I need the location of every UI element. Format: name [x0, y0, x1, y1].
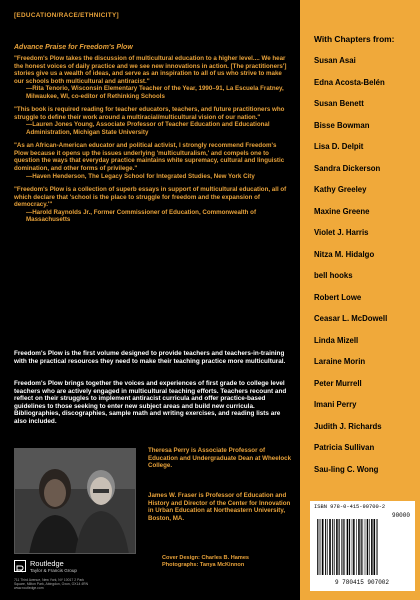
- quote-text: "As an African-American educator and political activist, I strongly recommend Freedom's Plow because it opens up the issues underlying 'multiculturalism,' and compels one to question the ways that everyday practice maintains white supremacy, cultural and linguistic domination, and other forms of privilege.": [14, 142, 285, 172]
- editor-bio-perry: Theresa Perry is Associate Professor of Education and Undergraduate Dean at Wheelock College.: [148, 447, 292, 470]
- contributor-name: Linda Mizell: [314, 335, 359, 345]
- barcode-bar: [317, 519, 318, 575]
- barcode-bar: [325, 519, 326, 575]
- editors-photo-image: [15, 449, 136, 554]
- barcode-bar: [353, 519, 355, 575]
- barcode-bar: [349, 519, 350, 575]
- contributor-name: Sandra Dickerson: [314, 163, 381, 173]
- quote-attribution: —Haven Henderson, The Legacy School for Integrated Studies, New York City: [26, 172, 255, 180]
- barcode-bar: [339, 519, 340, 575]
- barcode-bar: [361, 519, 362, 575]
- contributor-name: Ceasar L. McDowell: [314, 314, 388, 323]
- contributor-name: Nitza M. Hidalgo: [314, 249, 375, 259]
- contributor-name: bell hooks: [314, 271, 353, 280]
- contributors-heading: With Chapters from:: [314, 34, 395, 44]
- contributor-name: Edna Acosta-Belén: [314, 77, 385, 87]
- contributor-name: Bisse Bowman: [314, 120, 370, 130]
- editor-bio-fraser: James W. Fraser is Professor of Education and History and Director of the Center for Innovation in Urban Education at Northeastern University, Boston, MA.: [148, 492, 291, 522]
- barcode-bar: [327, 519, 328, 575]
- contributor-name: Kathy Greeley: [314, 185, 367, 194]
- routledge-logo-icon: [14, 560, 26, 572]
- quote-text: "Freedom's Plow is a collection of superb essays in support of multicultural education, all of which declare that 'school is the place to struggle for freedom and the expansion of democracy.'": [14, 185, 287, 209]
- contributor-name: Susan Benett: [314, 99, 364, 108]
- quote-text: "Freedom's Plow takes the discussion of multicultural education to a higher level.... We hear the honest voices of daily practice and we see new innovations in action. [The practitioners'] stories give us a wealth of ideas, and serve as an inspiration to all of us who strive to make our schools both multicultural and antiracist.": [14, 55, 287, 85]
- barcode-bar: [329, 519, 331, 575]
- barcode-bars: [316, 519, 410, 575]
- contributor-name: Imani Perry: [314, 400, 357, 409]
- barcode-bar: [322, 519, 324, 575]
- praise-quote: [14, 186, 292, 224]
- contributor-name: Judith J. Richards: [314, 421, 382, 431]
- barcode-bar: [363, 519, 364, 575]
- contributor-name: Robert Lowe: [314, 292, 362, 302]
- praise-quotes: [14, 55, 292, 230]
- barcode-bar: [341, 519, 342, 575]
- quote-attribution: —Harold Raynolds Jr., Former Commissioner of Education, Commonwealth of Massachusetts: [26, 208, 257, 224]
- book-description-body: Freedom's Plow brings together the voices and experiences of first grade to college level teachers who are actively engaged in multicultural teaching efforts. Teachers recount and reflect on their struggles to implement antiracist curricula and offer practice-based guidelines to those seeking to enter new subject areas and build new curricula. Bibliographies, discographies, sample math and writing exercises, and reading lists are also included.: [14, 380, 287, 425]
- barcode-bar: [371, 519, 373, 575]
- contributor-name: Patricia Sullivan: [314, 443, 375, 452]
- publisher-name: Routledge: [30, 559, 64, 568]
- barcode-bar: [369, 519, 370, 575]
- barcode-bar: [321, 519, 322, 575]
- editors-photo: [14, 448, 136, 554]
- barcode-bar: [334, 519, 335, 575]
- barcode-number: 9 780415 907002: [334, 579, 389, 586]
- book-description-intro: Freedom's Plow is the first volume designed to provide teachers and teachers-in-training with the practical resources they need to make their teaching practice more multicultural.: [14, 350, 286, 365]
- advance-praise-heading: Advance Praise for Freedom's Plow: [14, 44, 133, 51]
- barcode-bar: [365, 519, 366, 575]
- barcode-bar: [377, 519, 378, 575]
- category-tag: [EDUCATION/RACE/ETHNICITY]: [14, 12, 119, 19]
- contributor-name: Maxine Greene: [314, 206, 370, 216]
- cover-credits: [162, 555, 249, 569]
- praise-quote: [14, 142, 292, 180]
- barcode-bar: [367, 519, 369, 575]
- barcode-bar: [336, 519, 338, 575]
- barcode-bar: [347, 519, 349, 575]
- contributor-name: Susan Asai: [314, 56, 356, 65]
- quote-attribution: —Lauren Jones Young, Associate Professor of Teacher Education and Educational Administration, Michigan State University: [26, 121, 270, 136]
- contributor-name: Violet J. Harris: [314, 228, 369, 237]
- contributor-name: Sau-ling C. Wong: [314, 464, 379, 474]
- praise-quote: [14, 106, 292, 136]
- barcode-bar: [358, 519, 360, 575]
- isbn-barcode-box: [310, 501, 415, 591]
- publisher-subtitle: Taylor & Francis Group: [30, 568, 77, 573]
- contributor-name: Lisa D. Delpit: [314, 142, 364, 151]
- isbn-text: ISBN 978-0-415-90700-2: [314, 504, 386, 510]
- cover-design-credit: Cover Design: Charles B. Hames: [162, 555, 250, 561]
- barcode-bar: [319, 519, 320, 575]
- price-code: 90000: [391, 512, 410, 519]
- barcode-bar: [356, 519, 357, 575]
- barcode-bar: [332, 519, 333, 575]
- quote-text: "This book is required reading for teacher educators, teachers, and future practitioners who struggle to define their work around a multiracial/multicultural vision of our nation.": [14, 106, 285, 121]
- quote-attribution: —Rita Tenorio, Wisconsin Elementary Teacher of the Year, 1990–91, La Escuela Fratney, Milwaukee, WI, co-editor of Rethinking Schools: [26, 85, 284, 100]
- contributors-list: [314, 56, 387, 486]
- contributor-name: Laraine Morin: [314, 357, 366, 366]
- barcode-bar: [344, 519, 345, 575]
- contributor-name: Peter Murrell: [314, 378, 362, 388]
- barcode-bar: [374, 519, 376, 575]
- photograph-credit: Photographs: Tanya McKinnon: [162, 561, 245, 568]
- barcode-bar: [343, 519, 344, 575]
- publisher-address: 711 Third Avenue, New York, NY 10017 2 Park Square, Milton Park, Abingdon, Oxon, OX14 4RN www.routledge.com: [14, 578, 89, 590]
- praise-quote: [14, 55, 292, 100]
- barcode-bar: [352, 519, 353, 575]
